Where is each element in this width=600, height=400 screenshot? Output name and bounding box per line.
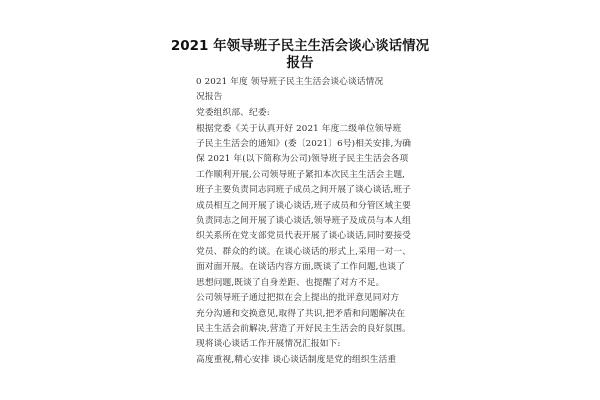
body-line: 党员、群众的约谈。在谈心谈话的形式上,采用一对一、 — [196, 247, 412, 257]
body-line: 子民主生活会的通知》(委〔2021〕6号)相关安排,为确 — [196, 139, 412, 149]
body-line: 保 2021 年(以下简称为公司)领导班子民主生活会各项 — [196, 154, 409, 164]
body-line: 班子主要负责同志同班子成员之间开展了谈心谈话,班子 — [196, 185, 412, 195]
document-title-continued: 报告 — [286, 55, 314, 71]
body-line: 思想问题,既谈了自身差距、也提醒了对方不足。 — [196, 278, 385, 288]
body-line: 况报告 — [196, 92, 223, 102]
body-line: 根据党委《关于认真开好 2021 年度二级单位领导班 — [196, 124, 402, 134]
body-line: 成员相互之间开展了谈心谈话,班子成员和分管区域主要 — [196, 201, 412, 211]
body-line: 公司领导班子通过把拟在会上提出的批评意见同对方 — [196, 293, 400, 303]
body-line: 工作顺利开展,公司领导班子紧扣本次民主生活会主题, — [196, 170, 406, 180]
body-line: 负责同志之间开展了谈心谈话,领导班子及成员与本人组 — [196, 216, 412, 226]
body-line: 0 2021 年度 领导班子民主生活会谈心谈话情况 — [196, 77, 384, 87]
body-line: 现将谈心谈话工作开展情况汇报如下: — [196, 339, 341, 349]
section-heading-line: 高度重视,精心安排 谈心谈话制度是党的组织生活重 — [196, 355, 397, 365]
body-line: 面对面开展。在谈话内容方面,既谈了工作问题,也谈了 — [196, 262, 406, 272]
salutation-line: 党委组织部、纪委: — [196, 108, 270, 118]
body-line: 织关系所在党支部党员代表开展了谈心谈话,同时要接受 — [196, 231, 412, 241]
body-line: 充分沟通和交换意见,取得了共识,把矛盾和问题解决在 — [196, 309, 406, 319]
body-line: 民主生活会前解决,营造了开好民主生活会的良好氛围。 — [196, 324, 412, 334]
document-title: 2021 年领导班子民主生活会谈心谈话情况 — [170, 38, 430, 54]
